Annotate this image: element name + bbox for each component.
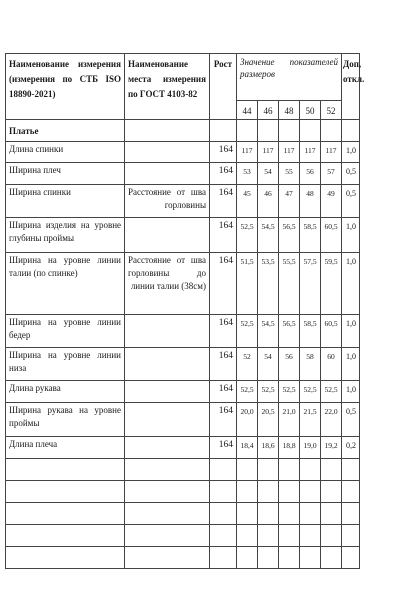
empty-cell xyxy=(279,503,300,525)
tolerance-value: 1,0 xyxy=(342,142,360,163)
size-value: 56,5 xyxy=(279,315,300,348)
empty-cell xyxy=(279,525,300,547)
measure-name: Ширина изделия на уровне глубины проймы xyxy=(6,218,125,253)
measurement-table xyxy=(5,53,365,569)
header-measure-location: Наименование места измерения по ГОСТ 4103-82 xyxy=(125,54,210,120)
size-value: 59,5 xyxy=(321,253,342,315)
empty-cell xyxy=(237,459,258,481)
empty-cell xyxy=(321,459,342,481)
empty-row xyxy=(6,525,360,547)
empty-cell xyxy=(342,547,360,569)
height-value: 164 xyxy=(210,315,237,348)
empty-cell xyxy=(125,481,210,503)
size-value: 52,5 xyxy=(300,381,321,403)
measure-location xyxy=(125,163,210,185)
height-value: 164 xyxy=(210,142,237,163)
empty-cell xyxy=(258,503,279,525)
size-value: 117 xyxy=(300,142,321,163)
empty-cell xyxy=(237,547,258,569)
empty-row xyxy=(6,481,360,503)
size-value: 54,5 xyxy=(258,315,279,348)
size-value: 53 xyxy=(237,163,258,185)
empty-row xyxy=(6,459,360,481)
empty-cell xyxy=(279,547,300,569)
empty-cell xyxy=(125,525,210,547)
size-header: 46 xyxy=(258,101,279,120)
measure-location: Расстояние от шва горловины xyxy=(125,185,210,218)
tolerance-value: 1,0 xyxy=(342,315,360,348)
size-value: 52 xyxy=(237,348,258,381)
measurement-row xyxy=(6,218,360,253)
size-value: 54,5 xyxy=(258,218,279,253)
empty-cell xyxy=(300,481,321,503)
empty-cell xyxy=(237,525,258,547)
tolerance-value: 0,2 xyxy=(342,437,360,459)
measurement-row xyxy=(6,403,360,437)
empty-cell xyxy=(210,481,237,503)
size-value: 52,5 xyxy=(237,315,258,348)
measurement-row xyxy=(6,437,360,459)
size-value: 53,5 xyxy=(258,253,279,315)
empty-cell xyxy=(321,481,342,503)
size-value: 52,5 xyxy=(279,381,300,403)
size-value: 117 xyxy=(237,142,258,163)
size-value: 117 xyxy=(258,142,279,163)
size-value: 55,5 xyxy=(279,253,300,315)
measure-name: Ширина на уровне линии бедер xyxy=(6,315,125,348)
size-value: 45 xyxy=(237,185,258,218)
measure-name: Ширина на уровне линии низа xyxy=(6,348,125,381)
empty-cell xyxy=(125,459,210,481)
size-value: 52,5 xyxy=(237,381,258,403)
size-value: 56 xyxy=(279,348,300,381)
size-value: 49 xyxy=(321,185,342,218)
tolerance-value: 1,0 xyxy=(342,348,360,381)
height-value: 164 xyxy=(210,348,237,381)
height-value: 164 xyxy=(210,437,237,459)
size-header: 52 xyxy=(321,101,342,120)
empty-cell xyxy=(321,525,342,547)
size-value: 57,5 xyxy=(300,253,321,315)
size-value: 52,5 xyxy=(258,381,279,403)
size-value: 20,5 xyxy=(258,403,279,437)
empty-cell xyxy=(300,525,321,547)
size-header: 44 xyxy=(237,101,258,120)
size-value: 54 xyxy=(258,163,279,185)
size-value: 19,2 xyxy=(321,437,342,459)
size-header: 48 xyxy=(279,101,300,120)
measure-name: Длина плеча xyxy=(6,437,125,459)
header-measure-name: Наименование измерения (измерения по СТБ ISO 18890-2021) xyxy=(6,54,125,120)
empty-cell xyxy=(300,547,321,569)
size-value: 21,5 xyxy=(300,403,321,437)
measure-location xyxy=(125,315,210,348)
size-value: 21,0 xyxy=(279,403,300,437)
empty-cell xyxy=(279,481,300,503)
empty-cell xyxy=(6,459,125,481)
size-value: 60,5 xyxy=(321,315,342,348)
measurement-row xyxy=(6,348,360,381)
empty-cell xyxy=(6,503,125,525)
height-value: 164 xyxy=(210,185,237,218)
measure-name: Длина спинки xyxy=(6,142,125,163)
measure-location: Расстояние от шва горловины до линии талии (38см) xyxy=(125,253,210,315)
empty-cell xyxy=(279,459,300,481)
empty-cell xyxy=(342,481,360,503)
measure-name: Ширина плеч xyxy=(6,163,125,185)
empty-cell xyxy=(6,547,125,569)
tolerance-value: 1,0 xyxy=(342,381,360,403)
measure-location xyxy=(125,348,210,381)
tolerance-value: 1,0 xyxy=(342,253,360,315)
measure-location xyxy=(125,142,210,163)
header-tolerance: Доп, откл. xyxy=(342,54,360,120)
tolerance-value: 0,5 xyxy=(342,163,360,185)
size-header: 50 xyxy=(300,101,321,120)
empty-cell xyxy=(125,547,210,569)
measurement-row xyxy=(6,185,360,218)
height-value: 164 xyxy=(210,253,237,315)
size-value: 52,5 xyxy=(321,381,342,403)
empty-cell xyxy=(342,459,360,481)
section-row xyxy=(6,120,360,142)
measurement-row xyxy=(6,315,360,348)
empty-cell xyxy=(125,503,210,525)
measure-name: Ширина рукава на уровне проймы xyxy=(6,403,125,437)
size-value: 55 xyxy=(279,163,300,185)
height-value: 164 xyxy=(210,381,237,403)
measure-name: Ширина на уровне линии талии (по спинке) xyxy=(6,253,125,315)
measure-name: Длина рукава xyxy=(6,381,125,403)
size-value: 117 xyxy=(279,142,300,163)
size-value: 58 xyxy=(300,348,321,381)
empty-cell xyxy=(300,503,321,525)
empty-cell xyxy=(237,503,258,525)
empty-cell xyxy=(210,503,237,525)
size-value: 58,5 xyxy=(300,218,321,253)
measure-location xyxy=(125,381,210,403)
section-title: Платье xyxy=(6,120,125,142)
size-value: 22,0 xyxy=(321,403,342,437)
size-value: 19,0 xyxy=(300,437,321,459)
size-value: 51,5 xyxy=(237,253,258,315)
size-value: 48 xyxy=(300,185,321,218)
empty-cell xyxy=(342,525,360,547)
size-value: 117 xyxy=(321,142,342,163)
measure-location xyxy=(125,403,210,437)
empty-row xyxy=(6,503,360,525)
empty-cell xyxy=(258,547,279,569)
empty-cell xyxy=(6,481,125,503)
size-value: 56 xyxy=(300,163,321,185)
size-value: 18,6 xyxy=(258,437,279,459)
size-value: 57 xyxy=(321,163,342,185)
empty-cell xyxy=(210,459,237,481)
measurement-row xyxy=(6,253,360,315)
empty-cell xyxy=(237,481,258,503)
empty-cell xyxy=(300,459,321,481)
size-value: 18,8 xyxy=(279,437,300,459)
size-value: 58,5 xyxy=(300,315,321,348)
header-size-values: Значение показателей размеров xyxy=(237,54,342,101)
height-value: 164 xyxy=(210,163,237,185)
size-value: 56,5 xyxy=(279,218,300,253)
empty-cell xyxy=(210,547,237,569)
size-value: 60,5 xyxy=(321,218,342,253)
size-value: 54 xyxy=(258,348,279,381)
empty-cell xyxy=(210,525,237,547)
size-value: 52,5 xyxy=(237,218,258,253)
measure-location xyxy=(125,218,210,253)
empty-cell xyxy=(6,525,125,547)
tolerance-value: 0,5 xyxy=(342,403,360,437)
empty-cell xyxy=(258,481,279,503)
size-value: 60 xyxy=(321,348,342,381)
size-value: 20,0 xyxy=(237,403,258,437)
empty-cell xyxy=(258,525,279,547)
empty-cell xyxy=(321,547,342,569)
empty-cell xyxy=(342,503,360,525)
measurement-row xyxy=(6,142,360,163)
height-value: 164 xyxy=(210,403,237,437)
measure-location xyxy=(125,437,210,459)
tolerance-value: 1,0 xyxy=(342,218,360,253)
tolerance-value: 0,5 xyxy=(342,185,360,218)
height-value: 164 xyxy=(210,218,237,253)
measurement-row xyxy=(6,163,360,185)
measurement-row xyxy=(6,381,360,403)
empty-row xyxy=(6,547,360,569)
size-value: 47 xyxy=(279,185,300,218)
empty-cell xyxy=(321,503,342,525)
header-height: Рост xyxy=(210,54,237,120)
size-value: 46 xyxy=(258,185,279,218)
size-value: 18,4 xyxy=(237,437,258,459)
measure-name: Ширина спинки xyxy=(6,185,125,218)
empty-cell xyxy=(258,459,279,481)
